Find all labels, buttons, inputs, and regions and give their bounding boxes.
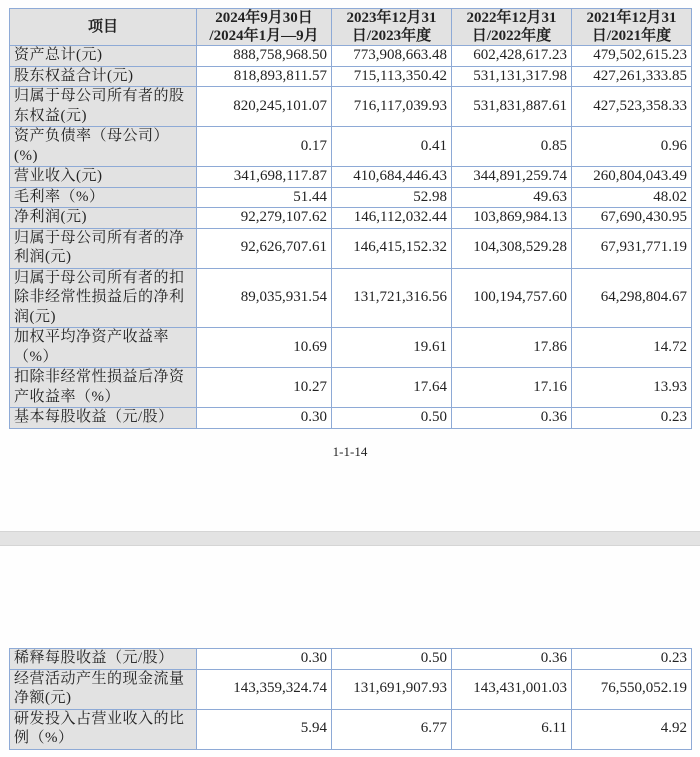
- row-value: 0.36: [452, 649, 572, 670]
- row-value: 0.30: [197, 649, 332, 670]
- table-row: [10, 87, 692, 127]
- row-value: 10.69: [197, 328, 332, 368]
- row-value: 76,550,052.19: [572, 669, 692, 709]
- row-value: 531,131,317.98: [452, 66, 572, 87]
- header-period: 2023年12月31 日/2023年度: [332, 9, 452, 46]
- table-row: [10, 649, 692, 670]
- table-row: [10, 208, 692, 229]
- row-label: 净利润(元): [10, 208, 197, 229]
- row-value: 17.64: [332, 368, 452, 408]
- row-value: 10.27: [197, 368, 332, 408]
- row-value: 427,261,333.85: [572, 66, 692, 87]
- row-value: 143,359,324.74: [197, 669, 332, 709]
- row-value: 100,194,757.60: [452, 268, 572, 328]
- row-label: 营业收入(元): [10, 167, 197, 188]
- table-row: [10, 408, 692, 429]
- row-label: 加权平均净资产收益率（%）: [10, 328, 197, 368]
- row-value: 0.17: [197, 127, 332, 167]
- row-value: 51.44: [197, 187, 332, 208]
- row-value: 602,428,617.23: [452, 46, 572, 67]
- financial-table-page2: [9, 648, 692, 750]
- row-value: 48.02: [572, 187, 692, 208]
- row-label: 资产总计(元): [10, 46, 197, 67]
- row-value: 0.23: [572, 649, 692, 670]
- row-label: 归属于母公司所有者的股东权益(元): [10, 87, 197, 127]
- row-label: 股东权益合计(元): [10, 66, 197, 87]
- row-value: 64,298,804.67: [572, 268, 692, 328]
- header-item: 项目: [10, 9, 197, 46]
- table-row: [10, 268, 692, 328]
- row-value: 49.63: [452, 187, 572, 208]
- row-label: 归属于母公司所有者的净利润(元): [10, 228, 197, 268]
- table-row: [10, 187, 692, 208]
- row-value: 104,308,529.28: [452, 228, 572, 268]
- row-value: 0.50: [332, 649, 452, 670]
- table-row: [10, 669, 692, 709]
- row-value: 6.11: [452, 709, 572, 749]
- row-value: 131,691,907.93: [332, 669, 452, 709]
- row-value: 0.85: [452, 127, 572, 167]
- row-value: 0.36: [452, 408, 572, 429]
- row-label: 毛利率（%）: [10, 187, 197, 208]
- header-period: 2021年12月31 日/2021年度: [572, 9, 692, 46]
- row-value: 103,869,984.13: [452, 208, 572, 229]
- row-value: 479,502,615.23: [572, 46, 692, 67]
- row-value: 143,431,001.03: [452, 669, 572, 709]
- row-value: 52.98: [332, 187, 452, 208]
- table-header-row: [10, 9, 692, 46]
- row-value: 14.72: [572, 328, 692, 368]
- table-row: [10, 328, 692, 368]
- row-value: 17.86: [452, 328, 572, 368]
- row-value: 92,626,707.61: [197, 228, 332, 268]
- row-label: 经营活动产生的现金流量净额(元): [10, 669, 197, 709]
- row-value: 146,112,032.44: [332, 208, 452, 229]
- row-value: 888,758,968.50: [197, 46, 332, 67]
- row-value: 67,690,430.95: [572, 208, 692, 229]
- row-value: 0.30: [197, 408, 332, 429]
- table-row: [10, 368, 692, 408]
- row-value: 17.16: [452, 368, 572, 408]
- table-row: [10, 167, 692, 188]
- row-value: 19.61: [332, 328, 452, 368]
- row-label: 研发投入占营业收入的比例（%）: [10, 709, 197, 749]
- row-value: 131,721,316.56: [332, 268, 452, 328]
- row-value: 0.23: [572, 408, 692, 429]
- row-label: 归属于母公司所有者的扣除非经常性损益后的净利润(元): [10, 268, 197, 328]
- row-label: 资产负债率（母公司）(%): [10, 127, 197, 167]
- row-value: 818,893,811.57: [197, 66, 332, 87]
- table-row: [10, 127, 692, 167]
- row-value: 0.96: [572, 127, 692, 167]
- table-row: [10, 709, 692, 749]
- row-value: 410,684,446.43: [332, 167, 452, 188]
- row-value: 344,891,259.74: [452, 167, 572, 188]
- row-value: 67,931,771.19: [572, 228, 692, 268]
- row-value: 5.94: [197, 709, 332, 749]
- row-value: 146,415,152.32: [332, 228, 452, 268]
- row-value: 820,245,101.07: [197, 87, 332, 127]
- page-separator: [0, 531, 700, 546]
- row-value: 0.50: [332, 408, 452, 429]
- row-value: 341,698,117.87: [197, 167, 332, 188]
- table-row: [10, 46, 692, 67]
- row-value: 4.92: [572, 709, 692, 749]
- header-period: 2024年9月30日 /2024年1月—9月: [197, 9, 332, 46]
- row-value: 89,035,931.54: [197, 268, 332, 328]
- row-value: 427,523,358.33: [572, 87, 692, 127]
- table-row: [10, 66, 692, 87]
- row-label: 扣除非经常性损益后净资产收益率（%）: [10, 368, 197, 408]
- row-value: 531,831,887.61: [452, 87, 572, 127]
- row-value: 6.77: [332, 709, 452, 749]
- row-value: 773,908,663.48: [332, 46, 452, 67]
- header-period: 2022年12月31 日/2022年度: [452, 9, 572, 46]
- row-value: 92,279,107.62: [197, 208, 332, 229]
- row-label: 基本每股收益（元/股）: [10, 408, 197, 429]
- row-value: 716,117,039.93: [332, 87, 452, 127]
- row-value: 715,113,350.42: [332, 66, 452, 87]
- row-value: 13.93: [572, 368, 692, 408]
- row-value: 260,804,043.49: [572, 167, 692, 188]
- financial-table-page1: [9, 8, 692, 429]
- page-number: 1-1-14: [332, 444, 368, 459]
- table-row: [10, 228, 692, 268]
- row-value: 0.41: [332, 127, 452, 167]
- row-label: 稀释每股收益（元/股）: [10, 649, 197, 670]
